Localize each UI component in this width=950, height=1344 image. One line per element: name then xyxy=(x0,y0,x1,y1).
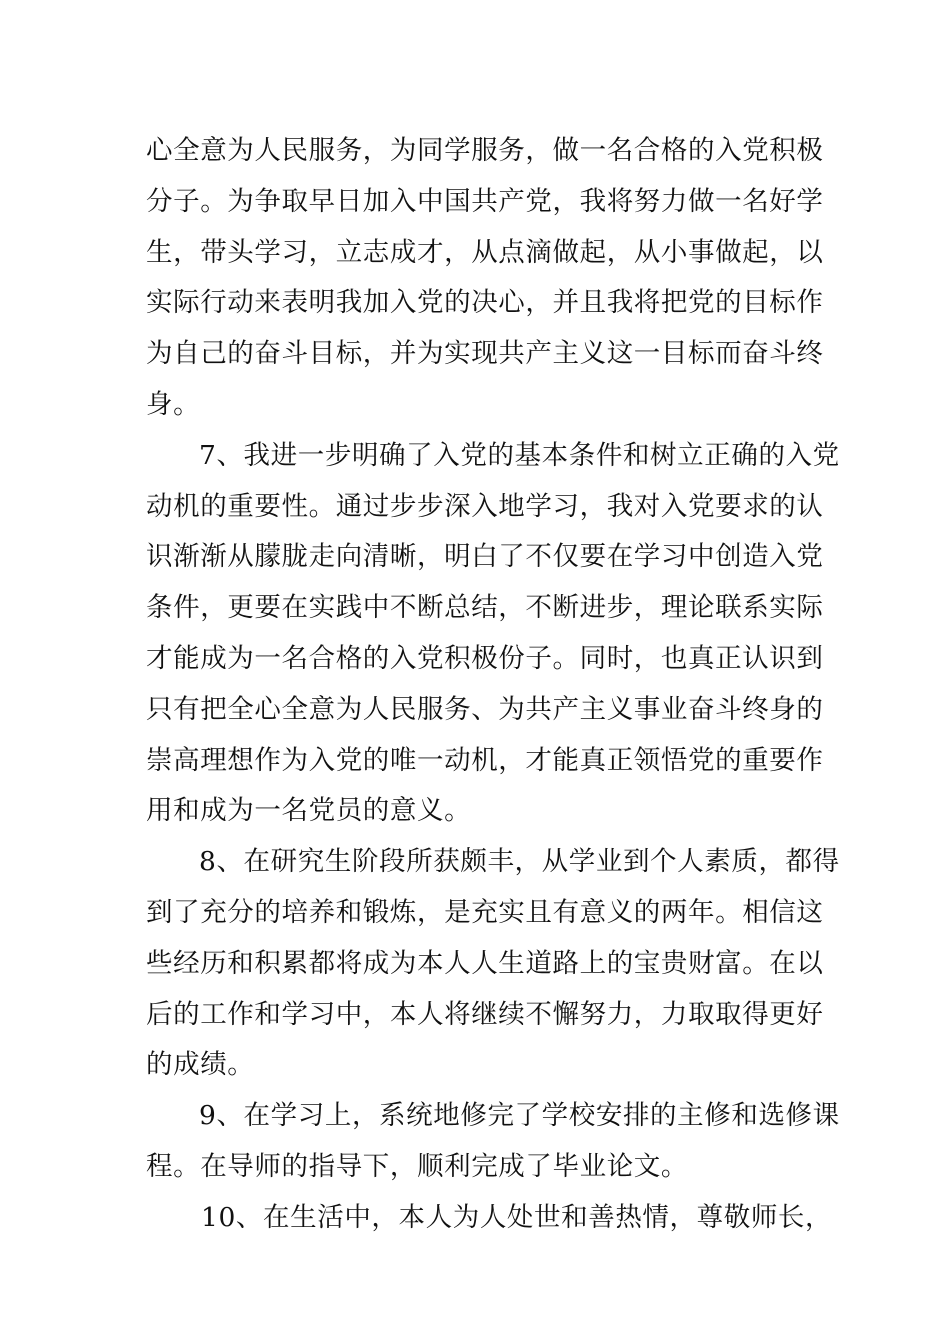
text-line: 程。在导师的指导下，顺利完成了毕业论文。 xyxy=(146,1150,688,1182)
text-line: 身。 xyxy=(146,388,201,420)
paragraph-start-line: 10、在生活中，本人为人处世和善热情，尊敬师长， xyxy=(201,1201,833,1233)
paragraph-start-line: 7、我进一步明确了入党的基本条件和树立正确的入党 xyxy=(199,439,840,471)
document-body xyxy=(146,126,840,1244)
text-line: 只有把全心全意为人民服务、为共产主义事业奋斗终身的 xyxy=(146,693,824,725)
text-line: 才能成为一名合格的入党积极份子。同时，也真正认识到 xyxy=(146,642,824,674)
text-line: 崇高理想作为入党的唯一动机，才能真正领悟党的重要作 xyxy=(146,744,824,776)
text-line: 实际行动来表明我加入党的决心，并且我将把党的目标作 xyxy=(146,287,824,319)
text-line: 分子。为争取早日加入中国共产党，我将努力做一名好学 xyxy=(146,185,824,217)
text-line: 条件，更要在实践中不断总结，不断进步，理论联系实际 xyxy=(146,592,824,624)
text-line: 用和成为一名党员的意义。 xyxy=(146,795,472,827)
text-line: 为自己的奋斗目标，并为实现共产主义这一目标而奋斗终 xyxy=(146,338,824,370)
text-line: 生，带头学习，立志成才，从点滴做起，从小事做起，以 xyxy=(146,236,824,268)
paragraph-start-line: 9、在学习上，系统地修完了学校安排的主修和选修课 xyxy=(199,1100,840,1132)
text-line: 心全意为人民服务，为同学服务，做一名合格的入党积极 xyxy=(146,135,824,166)
paragraph-start-line: 8、在研究生阶段所获颇丰，从学业到个人素质，都得 xyxy=(199,846,840,878)
text-line: 识渐渐从朦胧走向清晰，明白了不仅要在学习中创造入党 xyxy=(146,541,824,573)
text-line: 的成绩。 xyxy=(146,1049,255,1081)
text-line: 动机的重要性。通过步步深入地学习，我对入党要求的认 xyxy=(146,490,824,522)
text-line: 后的工作和学习中，本人将继续不懈努力，力取取得更好 xyxy=(146,998,824,1030)
text-line: 些经历和积累都将成为本人人生道路上的宝贵财富。在以 xyxy=(146,947,824,979)
text-line: 到了充分的培养和锻炼，是充实且有意义的两年。相信这 xyxy=(146,896,824,928)
